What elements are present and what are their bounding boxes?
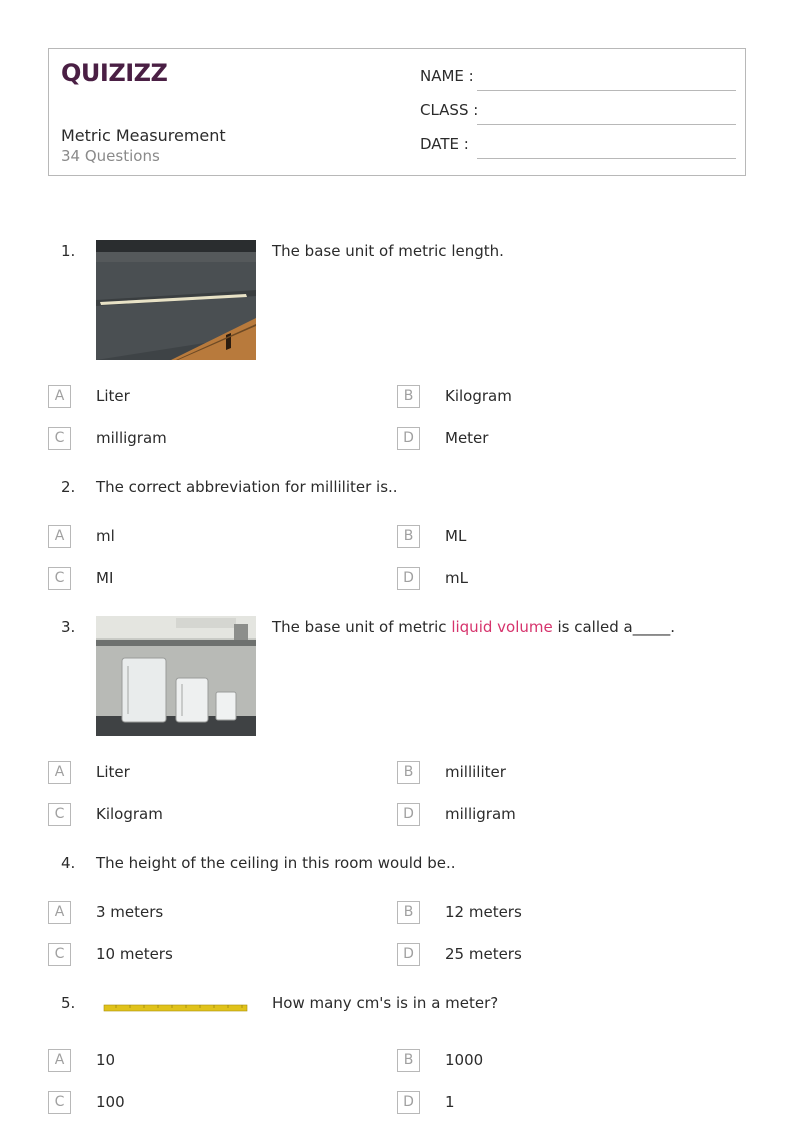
beakers-image xyxy=(96,616,256,736)
option-letter: A xyxy=(48,385,71,408)
quizizz-logo: QUIZIZZ xyxy=(61,59,168,87)
option-text[interactable]: milligram xyxy=(96,429,167,447)
option-letter: C xyxy=(48,1091,71,1114)
option-letter: A xyxy=(48,761,71,784)
option-text[interactable]: Liter xyxy=(96,763,130,781)
option-letter: D xyxy=(397,943,420,966)
option-letter: D xyxy=(397,803,420,826)
question-text: The height of the ceiling in this room would be.. xyxy=(96,854,456,872)
option-text[interactable]: 3 meters xyxy=(96,903,164,921)
option-letter: D xyxy=(397,1091,420,1114)
option-letter: B xyxy=(397,761,420,784)
question-text xyxy=(272,618,675,636)
option-text[interactable]: 1 xyxy=(445,1093,455,1111)
worksheet-title: Metric Measurement xyxy=(61,126,226,145)
option-letter: B xyxy=(397,1049,420,1072)
option-text[interactable]: 25 meters xyxy=(445,945,522,963)
date-line[interactable] xyxy=(477,158,736,159)
question-number: 1. xyxy=(61,242,76,260)
date-label: DATE : xyxy=(420,135,469,153)
option-text[interactable]: 10 meters xyxy=(96,945,173,963)
option-text[interactable]: Kilogram xyxy=(96,805,163,823)
option-letter: A xyxy=(48,525,71,548)
worksheet-header xyxy=(48,48,746,176)
option-letter: B xyxy=(397,385,420,408)
option-letter: A xyxy=(48,1049,71,1072)
option-letter: D xyxy=(397,427,420,450)
option-text[interactable]: Liter xyxy=(96,387,130,405)
class-label: CLASS : xyxy=(420,101,479,119)
option-text[interactable]: Meter xyxy=(445,429,489,447)
class-field[interactable] xyxy=(420,101,736,125)
option-letter: C xyxy=(48,803,71,826)
option-text[interactable]: 12 meters xyxy=(445,903,522,921)
question-number: 4. xyxy=(61,854,76,872)
name-line[interactable] xyxy=(477,90,736,91)
option-text[interactable]: milliliter xyxy=(445,763,506,781)
meter-stick-image xyxy=(96,240,256,360)
question-number: 2. xyxy=(61,478,76,496)
question-count: 34 Questions xyxy=(61,147,160,165)
option-text[interactable]: mL xyxy=(445,569,468,587)
option-letter: D xyxy=(397,567,420,590)
question-number: 3. xyxy=(61,618,76,636)
option-text[interactable]: MI xyxy=(96,569,114,587)
tape-measure-image xyxy=(96,992,256,1022)
option-text[interactable]: 10 xyxy=(96,1051,116,1069)
option-text[interactable]: 1000 xyxy=(445,1051,484,1069)
question-text: How many cm's is in a meter? xyxy=(272,994,499,1012)
option-letter: B xyxy=(397,901,420,924)
option-text[interactable]: 100 xyxy=(96,1093,125,1111)
option-letter: C xyxy=(48,427,71,450)
name-field[interactable] xyxy=(420,67,736,91)
option-text[interactable]: ML xyxy=(445,527,467,545)
option-text[interactable]: milligram xyxy=(445,805,516,823)
name-label: NAME : xyxy=(420,67,474,85)
question-text-highlight: liquid volume xyxy=(451,618,553,636)
option-letter: C xyxy=(48,943,71,966)
question-text-after: is called a_____. xyxy=(552,618,675,636)
option-letter: A xyxy=(48,901,71,924)
date-field[interactable] xyxy=(420,135,736,159)
question-text-before: The base unit of metric xyxy=(272,618,452,636)
option-letter: C xyxy=(48,567,71,590)
option-text[interactable]: ml xyxy=(96,527,115,545)
question-text: The base unit of metric length. xyxy=(272,242,504,260)
class-line[interactable] xyxy=(477,124,736,125)
option-letter: B xyxy=(397,525,420,548)
option-text[interactable]: Kilogram xyxy=(445,387,512,405)
question-text: The correct abbreviation for milliliter is.. xyxy=(96,478,398,496)
question-number: 5. xyxy=(61,994,76,1012)
